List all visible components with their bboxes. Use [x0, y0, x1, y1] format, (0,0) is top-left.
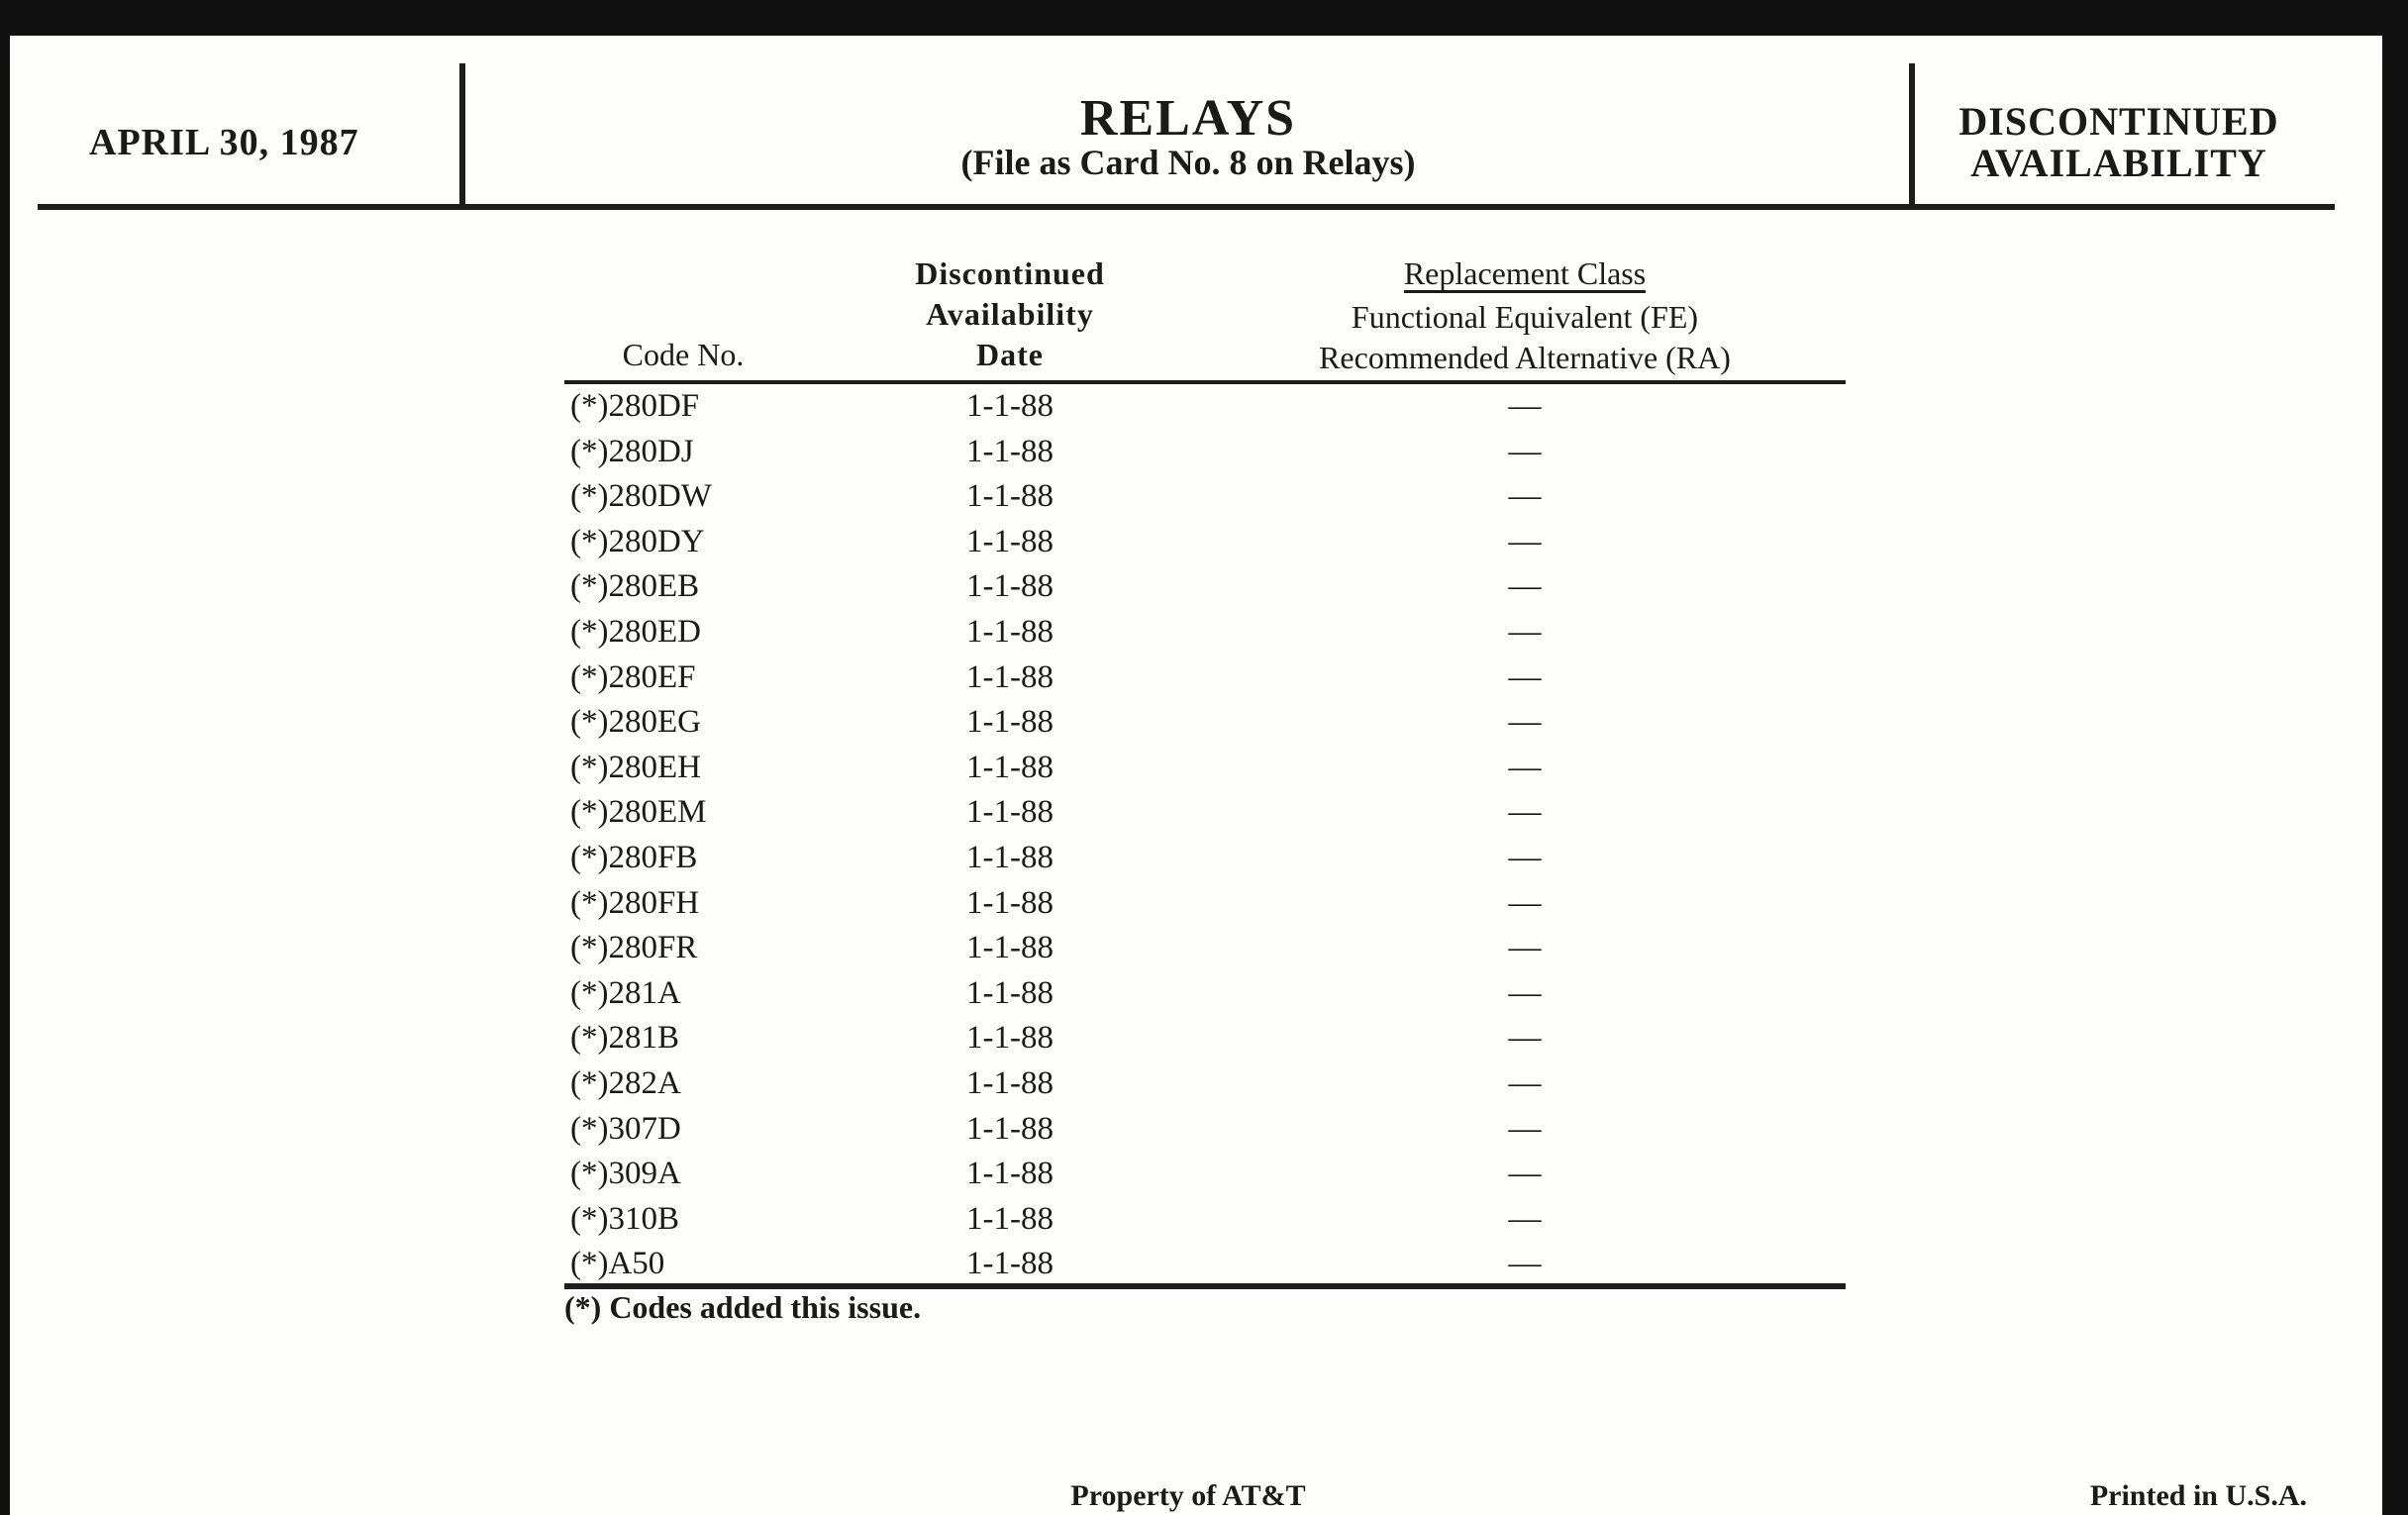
date-header-line-3: Date	[976, 337, 1044, 372]
code-cell: (*)280ED	[570, 613, 701, 650]
date-cell: 1-1-88	[966, 1156, 1054, 1192]
code-cell: (*)280EH	[570, 749, 701, 785]
date-cell: 1-1-88	[966, 1200, 1054, 1237]
code-cell: (*)310B	[570, 1200, 679, 1237]
replacement-cell: —	[1508, 388, 1542, 424]
table-row	[564, 564, 1846, 610]
replacement-cell: —	[1508, 1064, 1542, 1101]
code-cell: (*)280FH	[570, 884, 700, 921]
date-cell: 1-1-88	[966, 388, 1054, 424]
code-cell: (*)309A	[570, 1156, 681, 1192]
replacement-cell: —	[1508, 704, 1542, 741]
table-row	[564, 926, 1846, 971]
header-rule	[38, 204, 2335, 210]
date-header-line-1: Discontinued	[915, 255, 1105, 291]
replacement-class-title: Replacement Class	[1403, 255, 1647, 291]
code-cell: (*)280DJ	[570, 433, 694, 469]
replacement-cell: —	[1508, 1110, 1542, 1147]
date-cell: 1-1-88	[966, 884, 1054, 921]
code-cell: (*)280EB	[570, 568, 700, 605]
replacement-header-line-3: Recommended Alternative (RA)	[1319, 340, 1731, 375]
date-cell: 1-1-88	[966, 478, 1054, 515]
column-header-replacement	[1248, 253, 1802, 378]
replacement-cell: —	[1508, 478, 1542, 515]
code-cell: (*)280FB	[570, 839, 698, 875]
table-body	[564, 384, 1846, 1287]
page-subtitle: (File as Card No. 8 on Relays)	[960, 143, 1416, 182]
date-cell: 1-1-88	[966, 1020, 1054, 1057]
footnote: (*) Codes added this issue.	[564, 1289, 922, 1325]
code-cell: (*)282A	[570, 1064, 681, 1101]
replacement-cell: —	[1508, 839, 1542, 875]
column-header-code: Code No.	[622, 337, 745, 372]
scan-border	[2382, 0, 2408, 1515]
code-cell: (*)281A	[570, 974, 681, 1011]
code-cell: (*)280EF	[570, 658, 696, 695]
table-row	[564, 430, 1846, 475]
page-title: RELAYS	[1079, 90, 1297, 147]
replacement-cell: —	[1508, 568, 1542, 605]
replacement-cell: —	[1508, 1200, 1542, 1237]
replacement-header-line-2: Functional Equivalent (FE)	[1351, 299, 1699, 335]
code-cell: (*)A50	[570, 1246, 665, 1282]
status-heading	[1921, 101, 2317, 184]
table-row	[564, 1242, 1846, 1287]
replacement-cell: —	[1508, 794, 1542, 831]
date-cell: 1-1-88	[966, 568, 1054, 605]
table-row	[564, 790, 1846, 836]
date-cell: 1-1-88	[966, 974, 1054, 1011]
table-row	[564, 1197, 1846, 1243]
code-cell: (*)280DY	[570, 523, 705, 559]
code-cell: (*)307D	[570, 1110, 681, 1147]
date-header-line-2: Availability	[926, 296, 1094, 332]
date-cell: 1-1-88	[966, 1064, 1054, 1101]
table-row	[564, 746, 1846, 791]
date-cell: 1-1-88	[966, 839, 1054, 875]
table-row	[564, 700, 1846, 746]
table-row	[564, 1152, 1846, 1197]
code-cell: (*)280EM	[570, 794, 707, 831]
date-cell: 1-1-88	[966, 658, 1054, 695]
issue-date: APRIL 30, 1987	[89, 122, 359, 163]
replacement-cell: —	[1508, 613, 1542, 650]
code-cell: (*)280FR	[570, 930, 698, 966]
column-header-date	[861, 253, 1158, 375]
replacement-cell: —	[1508, 930, 1542, 966]
table-row	[564, 881, 1846, 927]
replacement-cell: —	[1508, 1020, 1542, 1057]
table-row	[564, 836, 1846, 881]
table-row	[564, 1016, 1846, 1061]
table-row	[564, 656, 1846, 701]
date-cell: 1-1-88	[966, 1246, 1054, 1282]
footer-property: Property of AT&T	[1070, 1479, 1306, 1512]
date-cell: 1-1-88	[966, 433, 1054, 469]
code-cell: (*)280DW	[570, 478, 712, 515]
code-cell: (*)280EG	[570, 704, 701, 741]
code-cell: (*)280DF	[570, 388, 700, 424]
table-row	[564, 474, 1846, 520]
date-cell: 1-1-88	[966, 1110, 1054, 1147]
document-page	[10, 36, 2382, 1515]
replacement-cell: —	[1508, 749, 1542, 785]
date-cell: 1-1-88	[966, 613, 1054, 650]
replacement-cell: —	[1508, 974, 1542, 1011]
table-row	[564, 610, 1846, 656]
replacement-cell: —	[1508, 658, 1542, 695]
replacement-cell: —	[1508, 433, 1542, 469]
table-row	[564, 1107, 1846, 1153]
date-cell: 1-1-88	[966, 704, 1054, 741]
replacement-cell: —	[1508, 523, 1542, 559]
date-cell: 1-1-88	[966, 930, 1054, 966]
status-line-1: DISCONTINUED	[1958, 99, 2279, 144]
table-row	[564, 384, 1846, 430]
code-cell: (*)281B	[570, 1020, 679, 1057]
table-row	[564, 520, 1846, 565]
replacement-cell: —	[1508, 884, 1542, 921]
footer-printed: Printed in U.S.A.	[2089, 1479, 2307, 1512]
date-cell: 1-1-88	[966, 523, 1054, 559]
table-row	[564, 1061, 1846, 1107]
date-cell: 1-1-88	[966, 794, 1054, 831]
status-line-2: AVAILABILITY	[1970, 141, 2267, 185]
date-cell: 1-1-88	[966, 749, 1054, 785]
replacement-cell: —	[1508, 1156, 1542, 1192]
table-row	[564, 971, 1846, 1017]
replacement-cell: —	[1508, 1246, 1542, 1282]
